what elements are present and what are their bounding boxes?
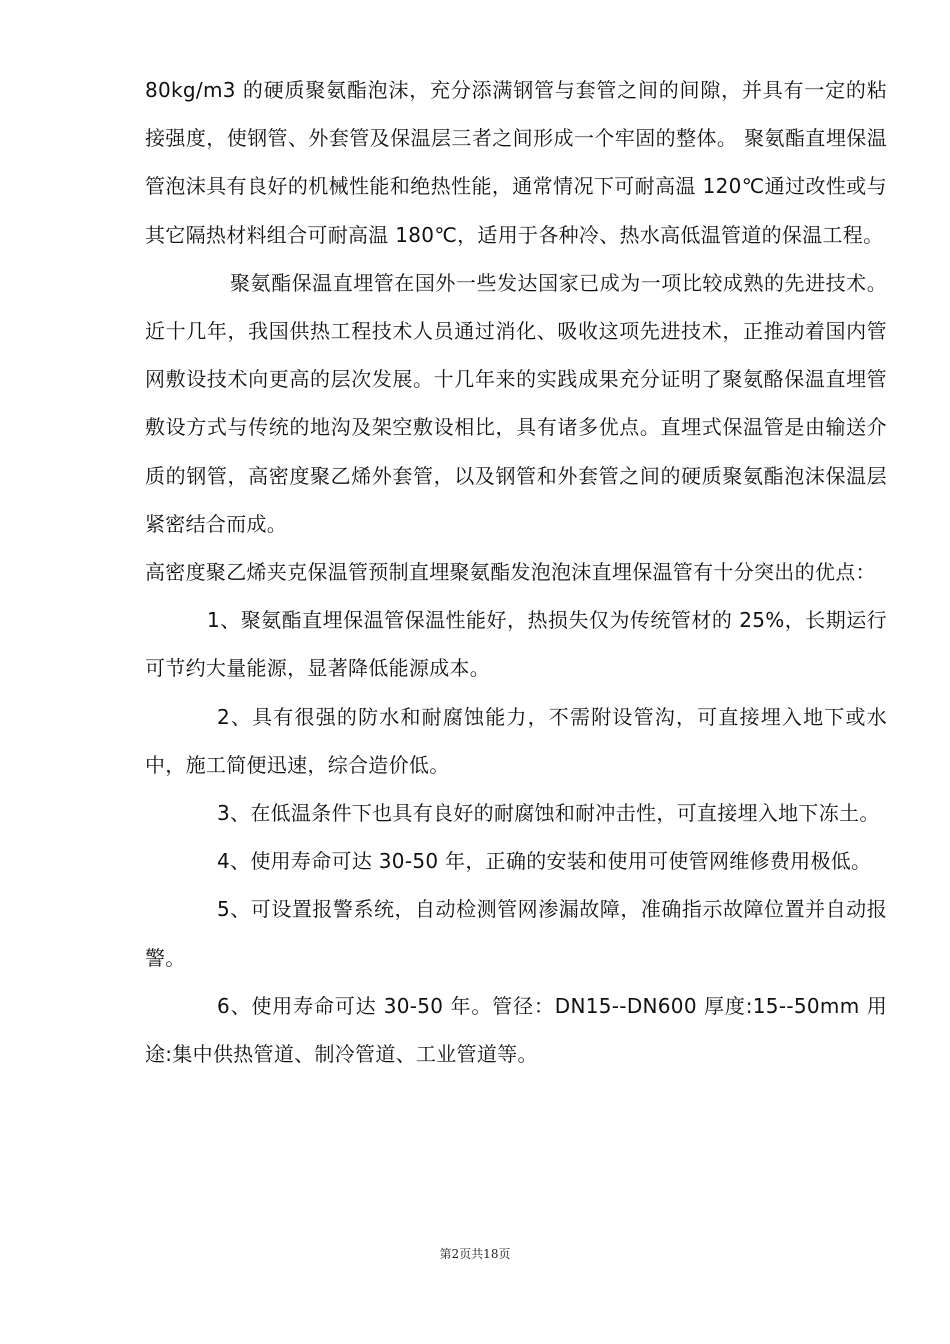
paragraph-foam-properties: 80kg/m3 的硬质聚氨酯泡沫，充分添满钢管与套管之间的间隙，并具有一定的粘接强度，使钢管、外套管及保温层三者之间形成一个牢固的整体。 聚氨酯直埋保温管泡沫具有良好的机械性能和绝热性能，通常情况下可耐高温 120℃通过改性或与其它隔热材料组合可耐高温 180℃，适用于各种冷、热水高低温管道的保温工程。 <box>145 78 887 247</box>
list-item-advantage-1: 1、聚氨酯直埋保温管保温性能好，热损失仅为传统管材的 25%，长期运行可节约大量能源，显著降低能源成本。 <box>145 608 887 681</box>
list-item-advantage-6: 6、使用寿命可达 30-50 年。管径：DN15--DN600 厚度:15--50mm 用途:集中供热管道、制冷管道、工业管道等。 <box>145 993 887 1067</box>
document-body <box>145 66 887 1078</box>
list-item-advantage-2: 2、具有很强的防水和耐腐蚀能力，不需附设管沟，可直接埋入地下或水中，施工简便迅速，综合造价低。 <box>145 704 887 777</box>
list-item-advantage-4: 4、使用寿命可达 30-50 年，正确的安装和使用可使管网维修费用极低。 <box>217 849 872 874</box>
page-number-footer: 第2页共18页 <box>439 1247 511 1261</box>
list-item-advantage-3: 3、在低温条件下也具有良好的耐腐蚀和耐冲击性，可直接埋入地下冻土。 <box>217 801 880 826</box>
list-item-advantage-5: 5、可设置报警系统，自动检测管网渗漏故障，准确指示故障位置并自动报警。 <box>145 897 887 970</box>
paragraph-advantages-intro: 高密度聚乙烯夹克保温管预制直埋聚氨酯发泡泡沫直埋保温管有十分突出的优点： <box>145 560 876 585</box>
paragraph-technology-development: 聚氨酯保温直埋管在国外一些发达国家已成为一项比较成熟的先进技术。近十几年，我国供热工程技术人员通过消化、吸收这项先进技术，正推动着国内管网敷设技术向更高的层次发展。十几年来的实践成果充分证明了聚氨酪保温直埋管敷设方式与传统的地沟及架空敷设相比，具有诸多优点。直埋式保温管是由输送介质的钢管，高密度聚乙烯外套管，以及钢管和外套管之间的硬质聚氨酯泡沫保温层紧密结合而成。 <box>145 270 887 536</box>
